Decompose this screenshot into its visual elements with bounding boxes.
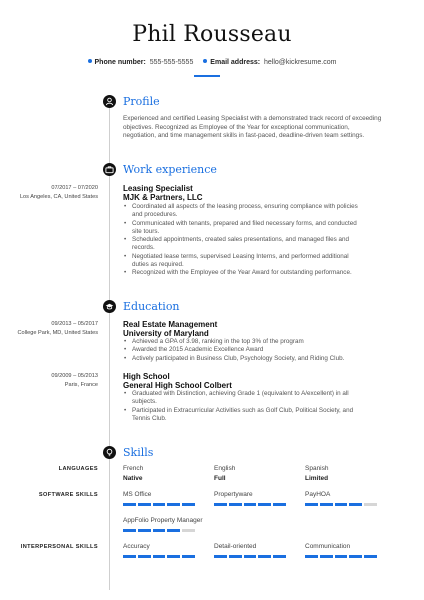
rating-segment <box>138 503 151 506</box>
rating-segment <box>229 503 242 506</box>
school-name: General High School Colbert <box>123 381 232 390</box>
skill-name: MS Office <box>123 491 152 498</box>
skill-rating-bar <box>214 503 286 506</box>
skill-category-software: SOFTWARE SKILLS <box>38 492 98 498</box>
profile-line: Experienced and certified Leasing Specialist with a demonstrated track record of exceeding <box>123 115 382 122</box>
rating-segment <box>138 529 151 532</box>
rating-segment <box>364 555 377 558</box>
skill-name: Communication <box>305 543 351 550</box>
skill-rating-bar <box>123 529 195 532</box>
language-name: French <box>123 465 144 472</box>
skill-category-languages: LANGUAGES <box>58 466 98 472</box>
section-title-profile: Profile <box>123 95 160 108</box>
briefcase-icon <box>103 163 116 176</box>
rating-segment <box>214 555 227 558</box>
rating-segment <box>305 555 318 558</box>
rating-segment <box>244 503 257 506</box>
education-dates: 09/2009 – 05/2013 <box>51 373 98 379</box>
rating-segment <box>335 503 348 506</box>
list-item: • Graduated with Distinction, achieving Grade 1 (equivalent to A/excellent) in all subjects. <box>123 390 393 407</box>
job-dates: 07/2017 – 07/2020 <box>51 185 98 191</box>
candidate-name: Phil Rousseau <box>132 22 292 47</box>
list-item: • Communicated with tenants, prepared and filed necessary forms, and conducted site tours. <box>123 220 393 237</box>
list-item: • Scheduled appointments, created sales presentations, and managed files and records. <box>123 236 393 253</box>
rating-segment <box>273 555 286 558</box>
list-item: • Participated in Extracurricular Activities such as Golf Club, Political Society, and Tennis Club. <box>123 407 393 424</box>
rating-segment <box>349 555 362 558</box>
phone-value[interactable]: 555-555-5555 <box>149 59 194 66</box>
list-item: • Coordinated all aspects of the leasing process, ensuring compliance with policies and procedures. <box>123 203 393 220</box>
rating-segment <box>167 503 180 506</box>
rating-segment <box>364 503 377 506</box>
skill-category-interpersonal: INTERPERSONAL SKILLS <box>20 544 98 550</box>
school-name: University of Maryland <box>123 329 209 338</box>
rating-segment <box>229 555 242 558</box>
language-level: Full <box>214 475 226 482</box>
rating-segment <box>153 529 166 532</box>
email-label: Email address: <box>210 59 261 66</box>
rating-segment <box>320 555 333 558</box>
list-item: • Achieved a GPA of 3.98, ranking in the top 3% of the program <box>123 338 393 346</box>
rating-segment <box>167 555 180 558</box>
section-title-education: Education <box>123 300 180 313</box>
profile-line: objectives. Recognized as Employee of the Year for exceptional communication, <box>123 123 350 131</box>
education-bullets <box>123 390 393 423</box>
email-item <box>203 59 336 66</box>
section-title-skills: Skills <box>123 446 154 459</box>
email-bullet-icon <box>203 59 207 63</box>
list-item: • Awarded the 2015 Academic Excellence Award <box>123 346 393 354</box>
email-value[interactable]: hello@kickresume.com <box>264 59 337 66</box>
degree-title: High School <box>123 372 170 381</box>
rating-segment <box>258 555 271 558</box>
rating-segment <box>153 555 166 558</box>
list-item: • Recognized with the Employee of the Year Award for outstanding performance. <box>123 269 393 277</box>
profile-summary <box>123 115 405 141</box>
rating-segment <box>153 503 166 506</box>
skill-name: Accuracy <box>123 543 150 550</box>
skill-name: AppFolio Property Manager <box>123 517 203 524</box>
job-bullets <box>123 203 393 278</box>
rating-segment <box>244 555 257 558</box>
language-name: English <box>214 465 236 472</box>
rating-segment <box>273 503 286 506</box>
skill-rating-bar <box>123 503 195 506</box>
job-title: Leasing Specialist <box>123 184 193 193</box>
rating-segment <box>123 503 136 506</box>
list-item: • Actively participated in Business Club, Psychology Society, and Riding Club. <box>123 355 393 363</box>
skill-rating-bar <box>305 555 377 558</box>
language-name: Spanish <box>305 465 329 472</box>
rating-segment <box>258 503 271 506</box>
rating-segment <box>335 555 348 558</box>
phone-bullet-icon <box>88 59 92 63</box>
rating-segment <box>138 555 151 558</box>
skill-name: PayHOA <box>305 491 331 498</box>
phone-item <box>88 59 196 66</box>
contact-line <box>0 59 424 66</box>
person-icon <box>103 95 116 108</box>
graduation-cap-icon <box>103 300 116 313</box>
section-title-work: Work experience <box>123 163 217 176</box>
education-dates: 09/2013 – 05/2017 <box>51 321 98 327</box>
rating-segment <box>305 503 318 506</box>
education-bullets <box>123 338 393 363</box>
timeline-line <box>109 103 110 590</box>
phone-label: Phone number: <box>94 59 146 66</box>
rating-segment <box>349 503 362 506</box>
rating-segment <box>182 529 195 532</box>
skill-name: Detail-oriented <box>214 543 257 550</box>
skill-rating-bar <box>214 555 286 558</box>
rating-segment <box>182 555 195 558</box>
job-meta <box>0 184 98 202</box>
rating-segment <box>123 529 136 532</box>
rating-segment <box>214 503 227 506</box>
list-item: • Negotiated lease terms, supervised Leasing Interns, and performed additional duties as required. <box>123 253 393 270</box>
job-location: Los Angeles, CA, United States <box>19 194 98 200</box>
language-level: Native <box>123 475 143 482</box>
language-level: Limited <box>305 475 329 482</box>
bulb-icon <box>103 446 116 459</box>
rating-segment <box>123 555 136 558</box>
education-meta <box>0 320 98 338</box>
profile-line: negotiation, and time management skills in fast-paced, deadline-driven team settings. <box>123 132 365 140</box>
education-location: Paris, France <box>64 382 98 388</box>
education-location: College Park, MD, United States <box>17 330 98 336</box>
rating-segment <box>320 503 333 506</box>
education-meta <box>0 372 98 390</box>
skill-rating-bar <box>305 503 377 506</box>
header-divider <box>194 75 220 77</box>
rating-segment <box>167 529 180 532</box>
rating-segment <box>182 503 195 506</box>
skill-name: Propertyware <box>214 491 253 498</box>
skill-rating-bar <box>123 555 195 558</box>
degree-title: Real Estate Management <box>123 320 218 329</box>
job-employer: MJK & Partners, LLC <box>123 193 203 202</box>
